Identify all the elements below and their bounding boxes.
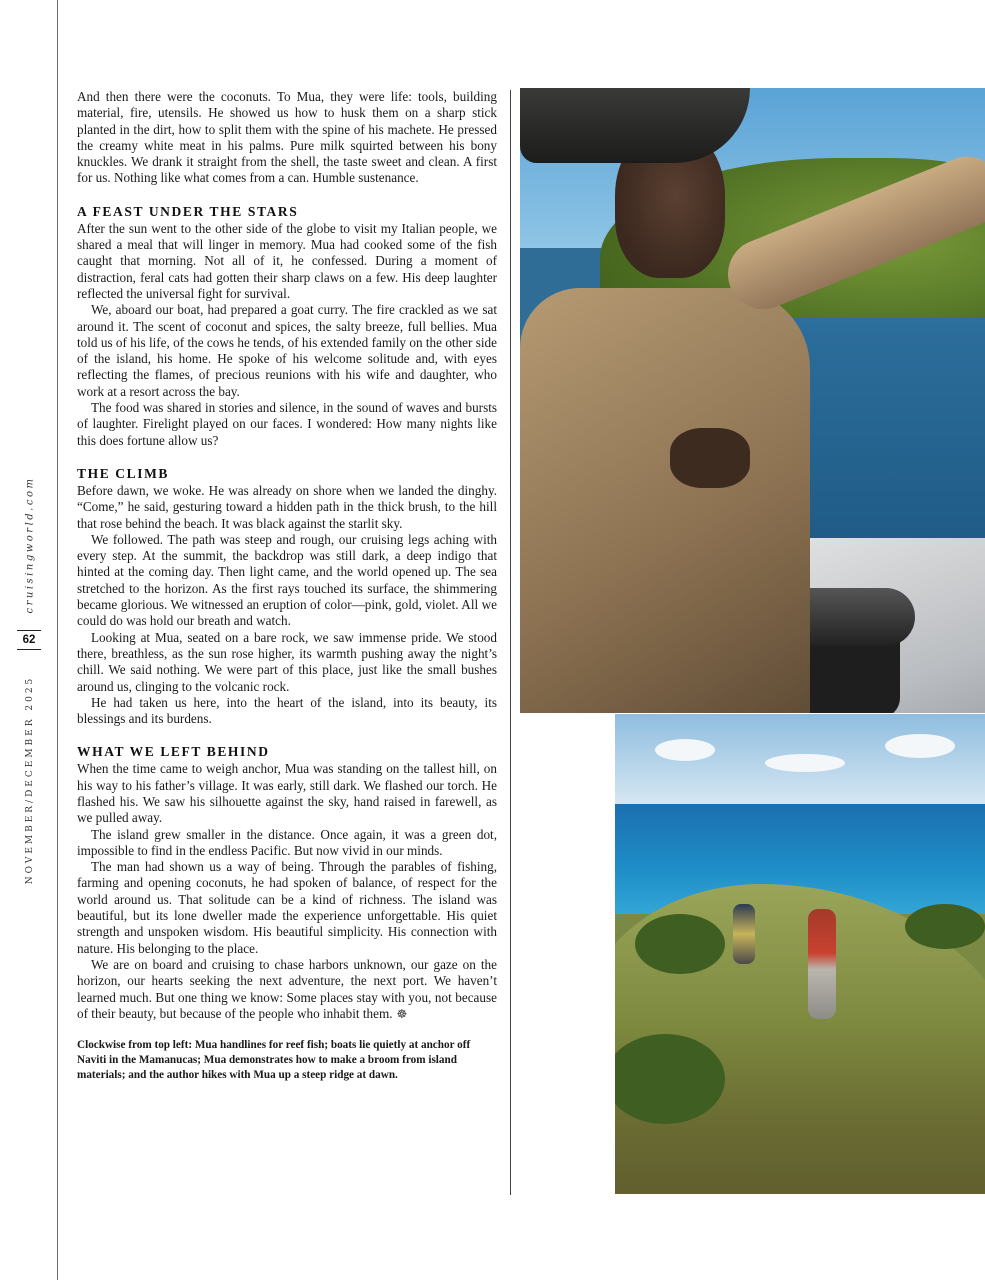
final-paragraph-text: We are on board and cruising to chase harbors unknown, our gaze on the horizon, our hearts seeking the next adventure, the next port. We haven’t learned much. But one thing we know: Some places stay with you, not because of their beauty, but because of the people who inhabit them.	[77, 956, 497, 1021]
photo-bush	[635, 914, 725, 974]
photo-hiker-mua	[733, 904, 755, 964]
column-rule	[510, 90, 511, 1195]
article-text-column	[77, 89, 497, 1083]
photo-mua-on-dinghy	[520, 88, 985, 713]
paragraph: We followed. The path was steep and rough, our cruising legs aching with every step. At the summit, the backdrop was still dark, a deep indigo that hinted at the coming day. Then light came, and the world opened up. The sea stretched to the horizon. As the first rays touched its surface, the shimmering became glorious. We witnessed an eruption of color—pink, gold, violet. All we could do was hold our breath and watch.	[77, 531, 497, 629]
paragraph: The man had shown us a way of being. Through the parables of fishing, farming and opening coconuts, he had spoken of balance, of respect for the world around us. That solitude can be a kind of richness. The island was beautiful, but its lone dweller made the experience unforgettable. His quiet strength and unspoken wisdom. His beautiful simplicity. His connection with nature. His belonging to the place.	[77, 859, 497, 956]
photo-man-hand	[670, 428, 750, 488]
folio-website: cruisingworld.com	[24, 476, 36, 614]
page-number: 62	[17, 630, 41, 650]
photo-caption: Clockwise from top left: Mua handlines for reef fish; boats lie quietly at anchor off Naviti in the Mamanucas; Mua demonstrates how to make a broom from island materials; and the author hikes with Mua up a steep ridge at dawn.	[77, 1039, 471, 1082]
photo-cloud	[885, 734, 955, 758]
paragraph: The island grew smaller in the distance. Once again, it was a green dot, impossible to find in the endless Pacific. But now vivid in our minds.	[77, 826, 497, 858]
section-heading-climb: THE CLIMB	[77, 465, 170, 481]
intro-paragraph: And then there were the coconuts. To Mua, they were life: tools, building material, fire, utensils. He showed us how to husk them on a sharp stick planted in the dirt, how to split them with the spine of his machete. He pressed the creamy white meat in his palms. Pure milk squirted between his bony knuckles. We drank it straight from the shell, the taste sweet and clean. A first for us. Nothing like what comes from a can. Humble sustenance.	[77, 89, 497, 186]
paragraph: He had taken us here, into the heart of the island, into its beauty, its blessings and its burdens.	[77, 694, 497, 727]
paragraph: The food was shared in stories and silence, in the sound of waves and bursts of laughter. Firelight played on our faces. I wondered: How many nights like this does fortune allow us?	[77, 400, 497, 448]
paragraph: After the sun went to the other side of the globe to visit my Italian people, we shared a meal that will linger in memory. Mua had cooked some of the fish caught that morning. Not all of it, he confessed. During a moment of distraction, feral cats had gotten their sharp claws on a few. His deep laughter reflected the universal fight for survival.	[77, 220, 497, 301]
photo-hiker-author	[808, 909, 836, 1019]
paragraph: We, aboard our boat, had prepared a goat curry. The fire crackled as we sat around it. The scent of coconut and spices, the salty breeze, full bellies. Mua told us of his life, of the cows he tends, of his extended family on the other side of the island, his home. He spoke of his welcome solitude and, with eyes reflecting the flames, of precious reunions with his wife and daughter, who work at a resort across the bay.	[77, 302, 497, 399]
photo-bush	[905, 904, 985, 949]
gutter-rule	[57, 0, 58, 1280]
paragraph: Looking at Mua, seated on a bare rock, we saw immense pride. We stood there, breathless, as the sun rose higher, its warmth pushing away the night’s chill. We said nothing. We were part of this place, just like the small bushes around us, clinging to the volcanic rock.	[77, 629, 497, 694]
final-paragraph	[77, 957, 497, 1022]
section-heading-feast: A FEAST UNDER THE STARS	[77, 203, 299, 219]
paragraph: Before dawn, we woke. He was already on shore when we landed the dinghy. “Come,” he said, gesturing toward a hidden path in the thick brush, to the hill that rose behind the beach. It was black against the starlit sky.	[77, 482, 497, 531]
photo-man-torso	[520, 288, 810, 713]
photo-hikers-on-ridge	[615, 714, 985, 1194]
photo-cloud	[765, 754, 845, 772]
paragraph: When the time came to weigh anchor, Mua was standing on the tallest hill, on his way to his father’s village. It was early, still dark. We flashed our torch. He flashed his. We saw his silhouette against the sky, hand raised in farewell, as we pulled away.	[77, 761, 497, 826]
ship-wheel-icon: ☸	[396, 1006, 408, 1021]
section-heading-left-behind: WHAT WE LEFT BEHIND	[77, 744, 270, 760]
photo-cloud	[655, 739, 715, 761]
folio-issue-date: NOVEMBER/DECEMBER 2025	[25, 675, 35, 885]
